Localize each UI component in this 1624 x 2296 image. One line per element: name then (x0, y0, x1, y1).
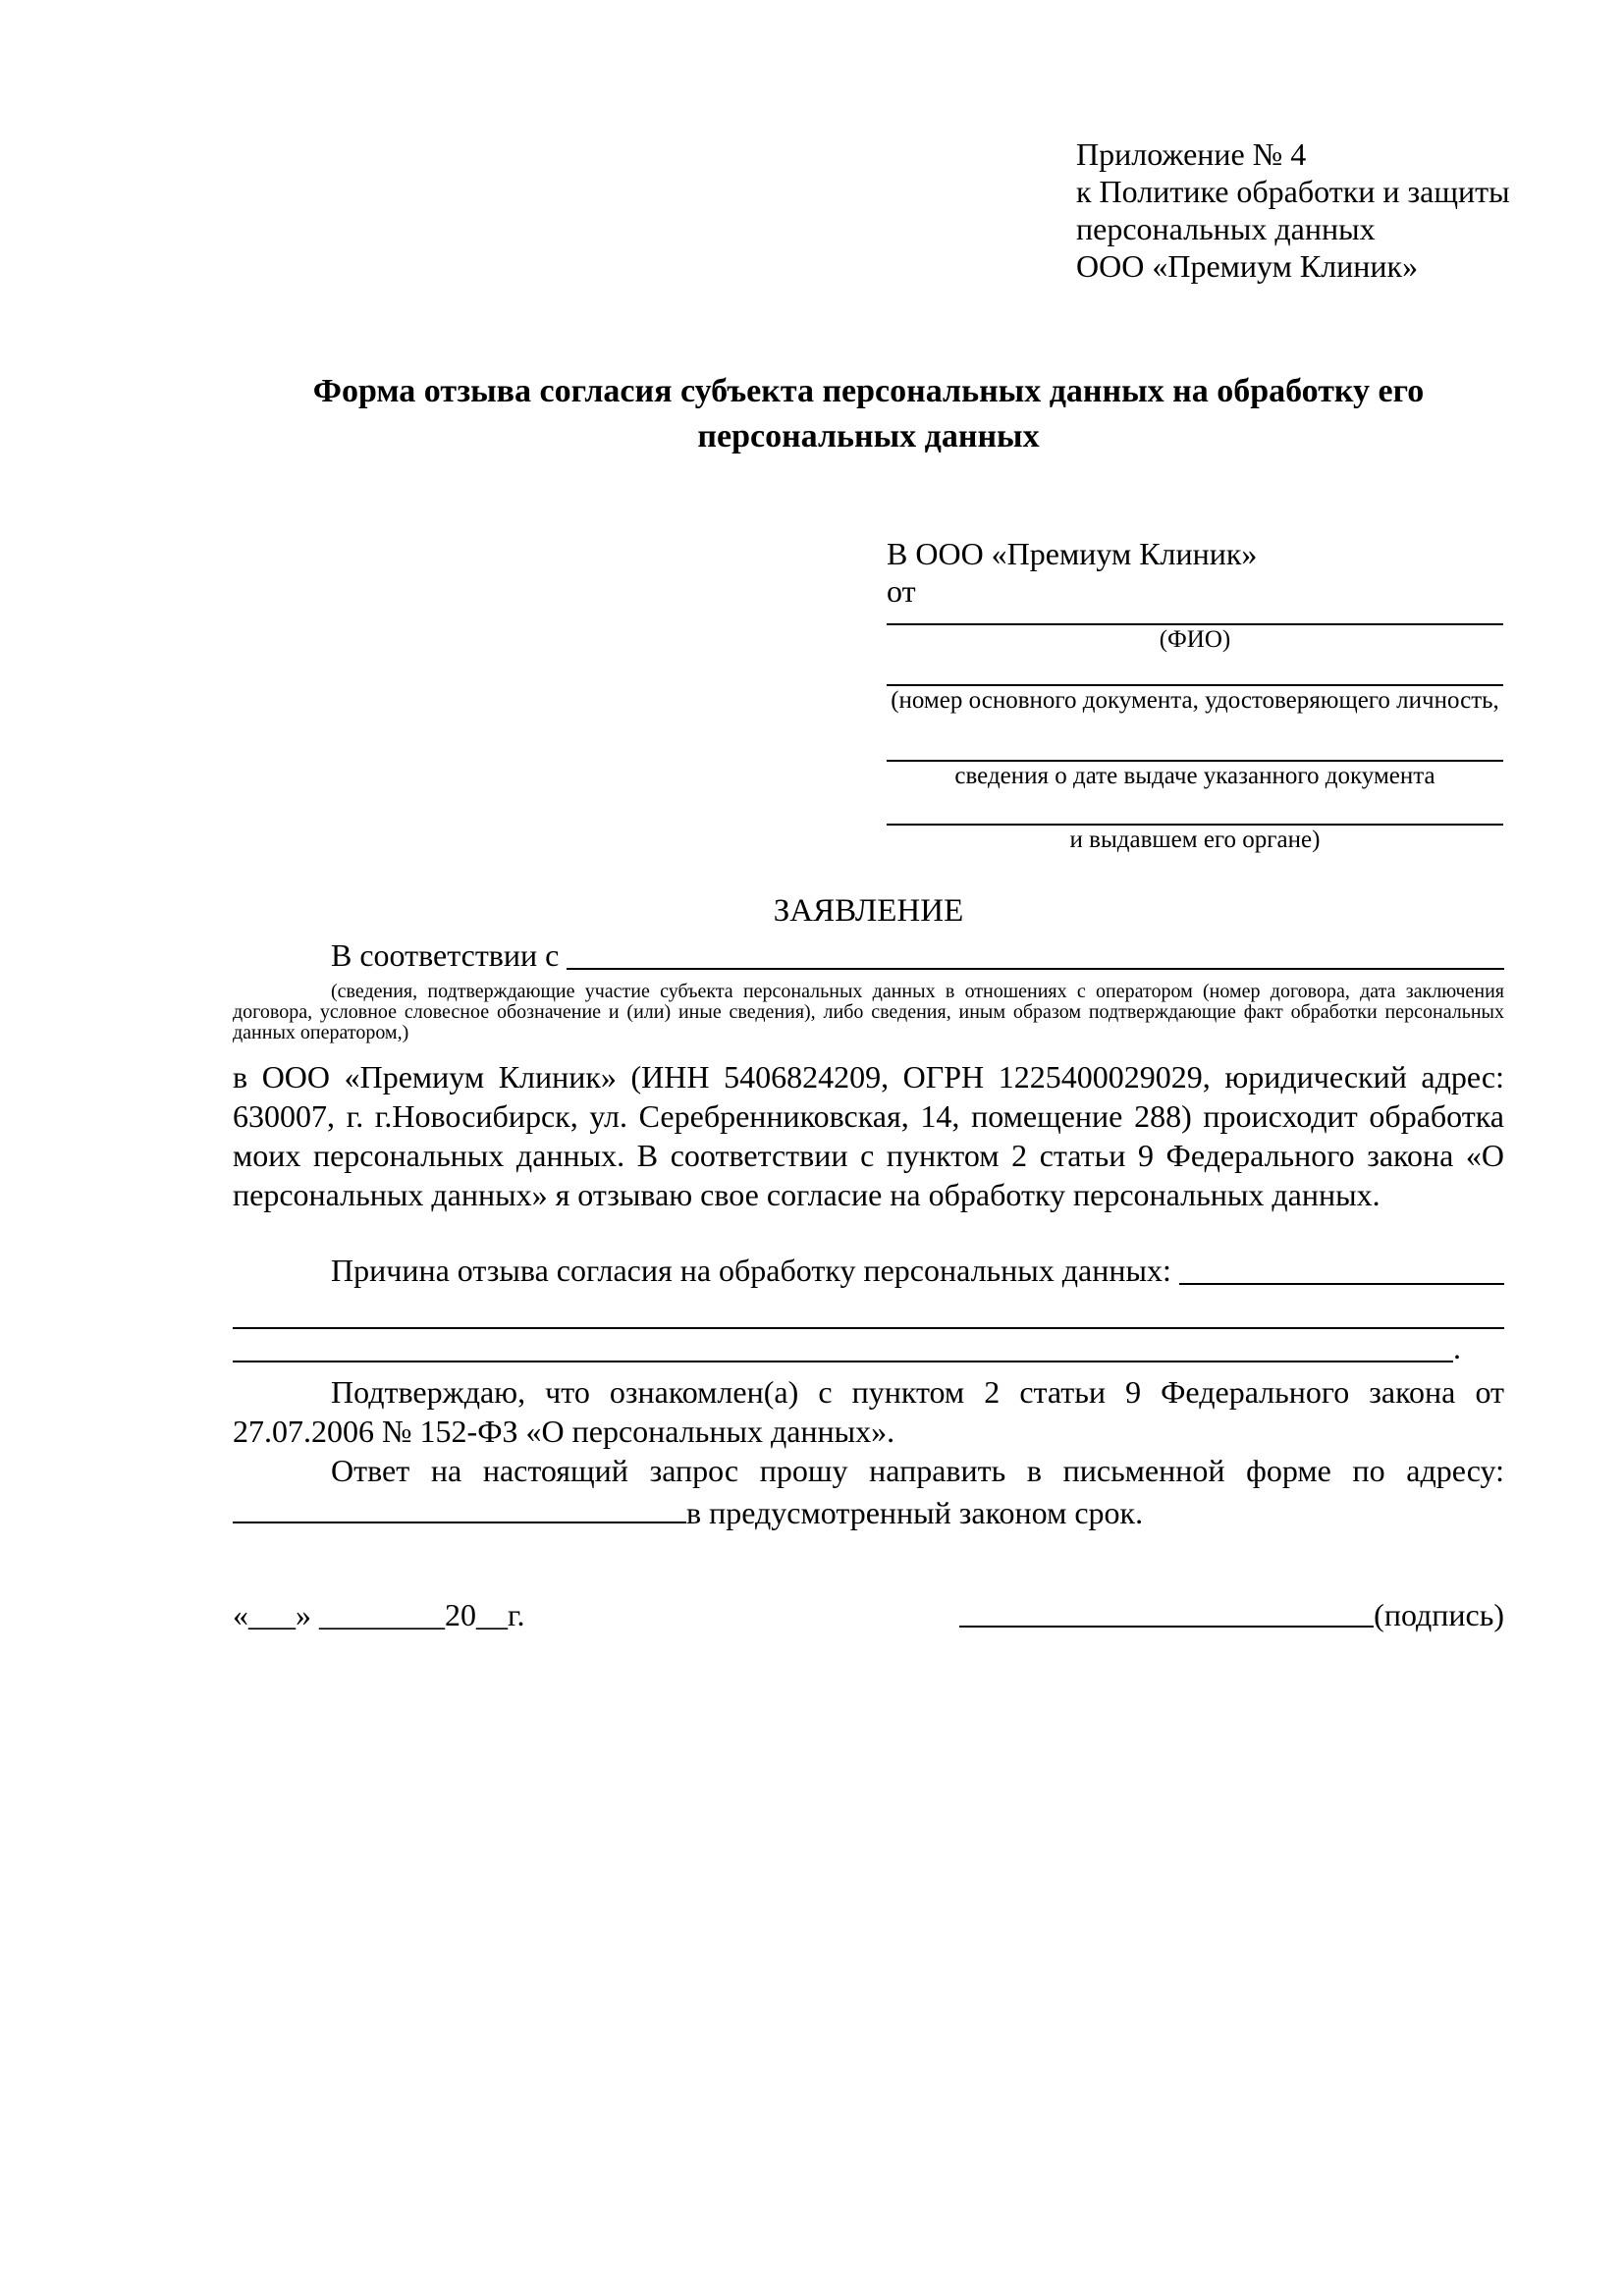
body-paragraph: в ООО «Премиум Клиник» (ИНН 5406824209, ОГРН 1225400029029, юридический адрес: 630007, г. г.Новосибирск, ул. Серебренниковская, 14, помещение 288) происходит обработка моих персональных данных. В соответствии с пунктом 2 статьи 9 Федерального закона «О персональных данных» я отзываю свое согласие на обработку персональных данных. (233, 1059, 1504, 1212)
intro-line (233, 935, 1504, 975)
document-issue-date-blank-line (887, 716, 1503, 762)
appendix-header (1076, 135, 1510, 285)
intro-blank-line (567, 968, 1504, 970)
addressee-to: В ООО «Премиум Клиник» (887, 536, 1258, 571)
addressee-from-label: от (887, 573, 916, 609)
intro-prefix: В соответствии с (331, 937, 568, 973)
statement-heading: ЗАЯВЛЕНИЕ (773, 893, 964, 929)
document-authority-caption: и выдавшем его органе) (1069, 827, 1321, 853)
footnote-caption: (сведения, подтверждающие участие субъекта персональных данных в отношениях с оператором (номер договора, дата заключения договора, условное словесное обозначение и (или) иные сведения), либо сведения, иным образом подтверждающие факт обработки персональных данных оператором,) (233, 981, 1504, 1043)
fio-caption: (ФИО) (1159, 626, 1231, 653)
document-title: Форма отзыва согласия субъекта персональных данных на обработку его персональных данных (312, 373, 1425, 454)
document-number-caption: (номер основного документа, удостоверяющего личность, (891, 687, 1499, 714)
reply-paragraph (233, 1451, 1504, 1532)
appendix-header-line: ООО «Премиум Клиник» (1076, 248, 1419, 284)
document-issue-date-caption: сведения о дате выдаче указанного документа (954, 763, 1435, 789)
reason-line (233, 1251, 1504, 1290)
reply-suffix: в предусмотренный законом срок. (686, 1495, 1144, 1530)
blank-line-terminator: . (1453, 1330, 1461, 1365)
signature-caption: (подпись) (1374, 1597, 1504, 1632)
document-number-blank-line (887, 655, 1503, 686)
reason-blank-line (1179, 1283, 1504, 1285)
reason-continuation-blanks (233, 1292, 1504, 1365)
document-authority-blank-line (887, 791, 1503, 826)
footer-date-line: «___» ________20__г. (233, 1597, 525, 1632)
reply-prefix: Ответ на настоящий запрос прошу направить в письменной форме по адресу: (331, 1453, 1504, 1488)
addressee-block (887, 535, 1503, 855)
signature-blank-line (959, 1626, 1374, 1628)
reply-address-blank-line (233, 1490, 686, 1523)
confirmation-paragraph: Подтверждаю, что ознакомлен(а) с пунктом 2 статьи 9 Федерального закона от 27.07.2006 № 152-ФЗ «О персональных данных». (233, 1374, 1504, 1449)
reason-blank-line-3-rule (233, 1327, 1453, 1362)
appendix-header-line: к Политике обработки и защиты (1076, 174, 1510, 209)
reason-blank-line-2 (233, 1292, 1504, 1329)
appendix-header-line: Приложение № 4 (1076, 136, 1307, 172)
footer-row (233, 1595, 1504, 1634)
reason-blank-line-3 (233, 1329, 1504, 1365)
reason-label: Причина отзыва согласия на обработку персональных данных: (331, 1253, 1179, 1288)
appendix-header-line: персональных данных (1076, 211, 1376, 246)
fio-blank-line (887, 610, 1503, 625)
